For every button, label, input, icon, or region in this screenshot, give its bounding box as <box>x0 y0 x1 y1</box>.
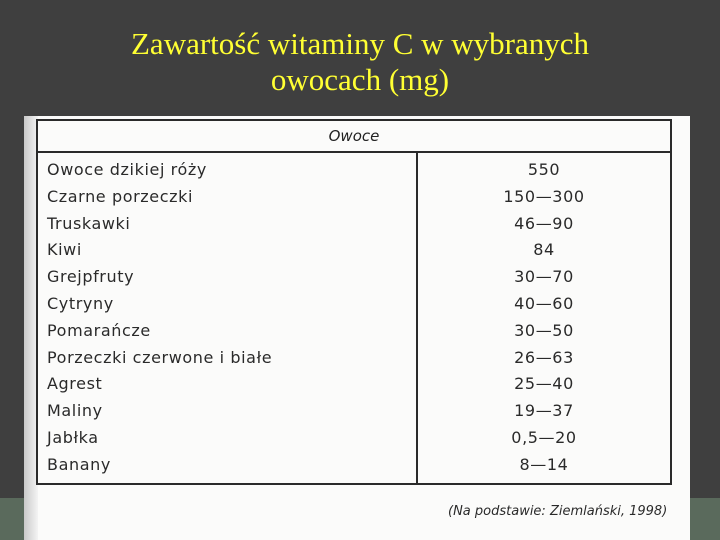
vitamin-c-value: 19—37 <box>514 401 574 421</box>
fruit-name: Grejpfruty <box>47 267 135 287</box>
vitamin-c-value: 30—70 <box>514 267 574 287</box>
slide-title-line-1: Zawartość witaminy C w wybranych <box>131 26 589 61</box>
scanned-table-image <box>24 116 690 540</box>
table-row <box>38 426 670 453</box>
slide-title-line-2: owocach (mg) <box>270 62 450 97</box>
fruit-name: Pomarańcze <box>47 320 151 340</box>
fruit-name: Agrest <box>47 374 103 394</box>
fruit-name: Owoce dzikiej róży <box>47 160 207 179</box>
vitamin-c-value: 0,5—20 <box>511 427 577 447</box>
table-row <box>38 319 670 346</box>
slide-title <box>0 26 720 98</box>
fruit-name: Kiwi <box>47 240 82 260</box>
vitamin-c-value: 8—14 <box>519 454 569 474</box>
vitamin-c-table <box>36 119 672 485</box>
vitamin-c-value: 40—60 <box>514 293 574 313</box>
fruit-name: Maliny <box>47 401 103 421</box>
fruit-name: Jabłka <box>47 427 99 447</box>
table-row <box>38 158 670 185</box>
fruit-name: Czarne porzeczki <box>47 186 194 206</box>
table-header-row <box>38 121 670 153</box>
fruit-name: Banany <box>47 454 111 474</box>
table-row <box>38 399 670 426</box>
table-row <box>38 453 670 480</box>
table-row <box>38 346 670 373</box>
source-note: (Na podstawie: Ziemlański, 1998) <box>448 504 668 519</box>
fruit-name: Cytryny <box>47 293 114 313</box>
table-header-label: Owoce <box>328 127 380 145</box>
vitamin-c-value: 46—90 <box>514 213 574 233</box>
table-row <box>38 292 670 319</box>
table-row <box>38 238 670 265</box>
table-row <box>38 185 670 212</box>
table-row <box>38 265 670 292</box>
vitamin-c-value: 550 <box>527 160 561 179</box>
vitamin-c-value: 25—40 <box>514 374 574 394</box>
vitamin-c-value: 84 <box>533 240 555 260</box>
table-row <box>38 372 670 399</box>
vitamin-c-value: 150—300 <box>503 186 585 206</box>
vitamin-c-value: 26—63 <box>514 347 574 367</box>
fruit-name: Porzeczki czerwone i białe <box>47 347 273 367</box>
vitamin-c-value: 30—50 <box>514 320 574 340</box>
table-body <box>38 158 670 480</box>
fruit-name: Truskawki <box>47 213 131 233</box>
table-row <box>38 212 670 239</box>
